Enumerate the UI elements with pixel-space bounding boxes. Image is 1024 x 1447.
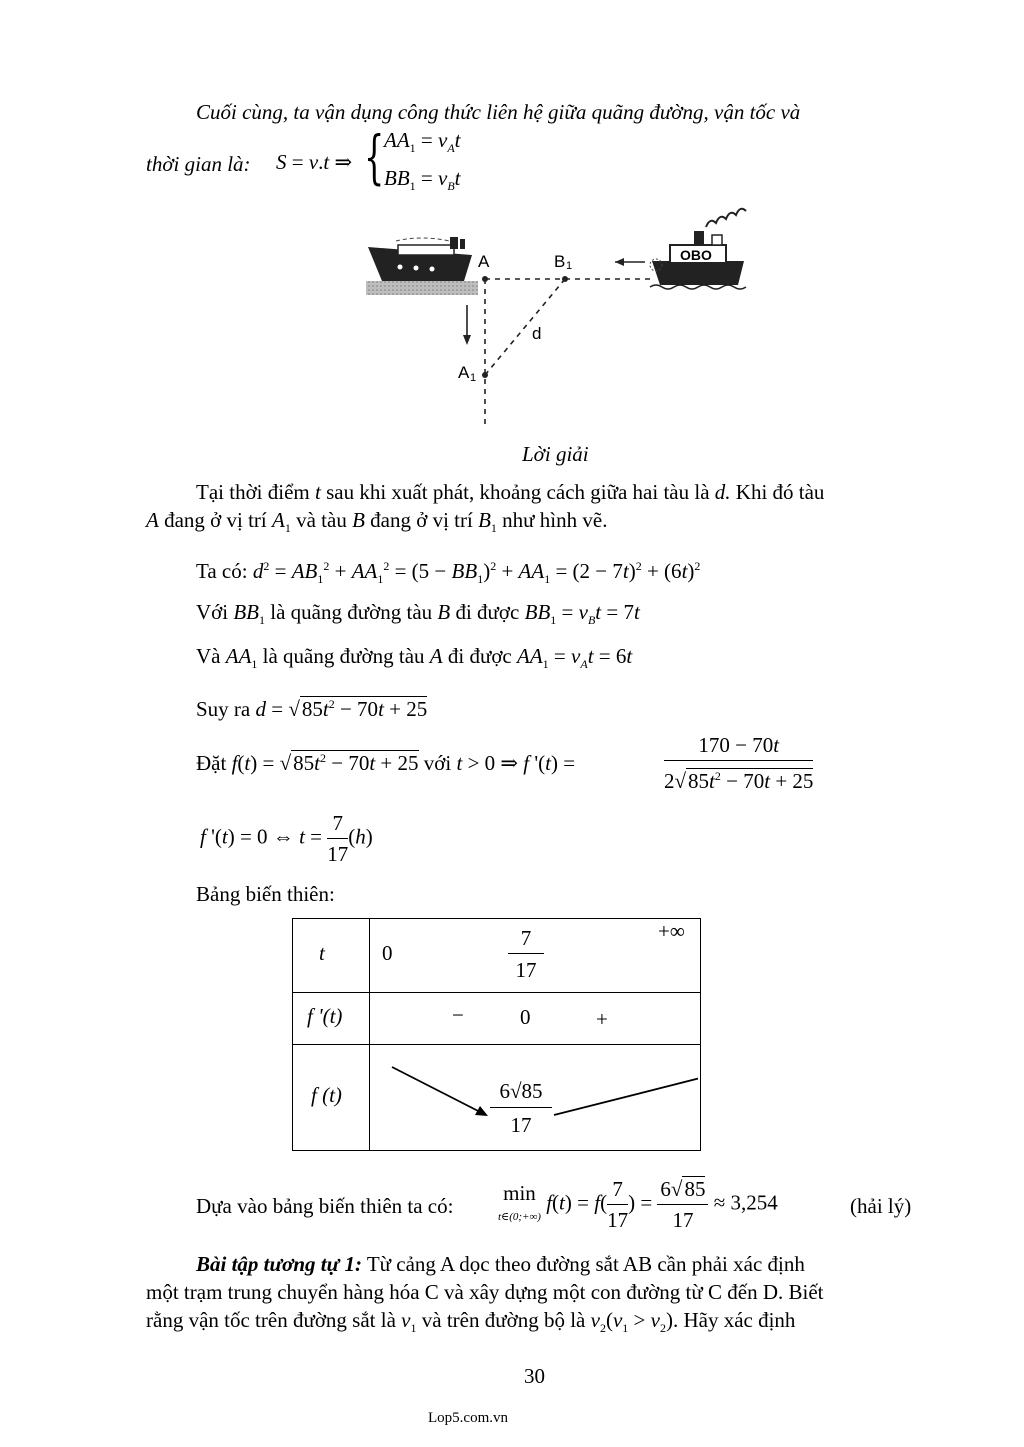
ship-a-icon <box>368 237 472 281</box>
decreasing-arrow <box>392 1067 486 1115</box>
distance-d-line <box>485 279 565 375</box>
unit-hai-ly: (hải lý) <box>850 1194 912 1218</box>
paragraph-1-line-1: Tại thời điểm t sau khi xuất phát, khoảng cách giữa hai tàu là d. Khi đó tàu <box>196 480 825 504</box>
conclusion-label: Dựa vào bảng biến thiên ta có: <box>196 1194 454 1218</box>
row-fprime-label: f '(t) <box>307 1004 343 1028</box>
row-fprime-label-cell <box>293 993 370 1045</box>
brace: { <box>364 123 385 191</box>
row-t-label-cell <box>293 919 370 993</box>
row-f-values <box>370 1045 701 1151</box>
critical-point-line: f '(t) = 0 ⇔ t = $\frac{7}{17}$ (h) <box>200 808 373 869</box>
label-b1-sub: 1 <box>566 260 573 272</box>
taco-line: Ta có: $d^2 = AB_1^2 + AA_1^2 = (5 - BB_1)^2 + AA_1 = (2 - 7t)^2 + (6t)^2$ <box>196 559 701 587</box>
suyra-line: Suy ra $d = √85t^2 - 70t + 25$ <box>196 697 428 721</box>
exercise-line-1: Bài tập tương tự 1: Từ cảng A dọc theo đường sắt AB cần phải xác định <box>196 1252 805 1276</box>
row-t-label: t <box>319 941 325 965</box>
t-infinity: +∞ <box>658 919 685 943</box>
dock <box>366 281 478 295</box>
page-number: 30 <box>524 1364 545 1388</box>
formula-bb1: $BB_1 = v_Bt$ <box>384 166 461 194</box>
label-d: d <box>532 324 542 343</box>
exercise-line-3: rằng vận tốc trên đường sắt là $v_1$ và trên đường bộ là $v_2(v_1 > v_2)$. Hãy xác định <box>146 1308 796 1336</box>
t-zero: 0 <box>382 941 393 965</box>
label-a: A <box>478 252 490 271</box>
t-critical: 7 17 <box>508 923 544 986</box>
sign-minus: − <box>452 1003 464 1027</box>
row-f-label: f (t) <box>311 1083 342 1107</box>
footer-site: Lop5.com.vn <box>428 1410 508 1426</box>
conclusion-formula: min t∈(0;+∞) f(t) = f( $\frac{7}{17}$ ) = $\frac{6√85}{17}$ ≈ 3,254 <box>498 1174 778 1235</box>
derivative-fraction: $\frac{170 - 70t}{2√85t^2 - 70t + 25}$ <box>664 730 813 796</box>
sign-zero: 0 <box>520 1005 531 1029</box>
exercise-line-2: một trạm trung chuyển hàng hóa C và xây dựng một con đường từ C đến D. Biết <box>146 1280 824 1304</box>
sign-plus: + <box>596 1007 608 1031</box>
paragraph-1-line-2: A đang ở vị trí $A_1$ và tàu B đang ở vị trí $B_1$ như hình vẽ. <box>146 508 608 536</box>
solution-title: Lời giải <box>522 442 589 466</box>
variation-table <box>292 918 701 1151</box>
va-line: Và $AA_1$ là quãng đường tàu A đi được $AA_1 = v_At = 6t$ <box>196 644 633 672</box>
row-f-label-cell <box>293 1045 370 1151</box>
formula-aa1: $AA_1 = v_At$ <box>384 128 461 156</box>
row-fprime-values <box>370 993 701 1045</box>
ship-b-label: OBO <box>680 247 712 263</box>
bbt-label: Bảng biến thiên: <box>196 882 335 906</box>
voi-line: Với $BB_1$ là quãng đường tàu B đi được $BB_1 = v_Bt = 7t$ <box>196 600 640 628</box>
boat-diagram <box>360 205 760 430</box>
label-a1: A <box>458 363 470 382</box>
label-a1-sub: 1 <box>470 372 477 384</box>
ship-b-icon <box>650 209 746 289</box>
intro-line-2: thời gian là: <box>146 152 251 176</box>
increasing-arrow <box>554 1069 698 1115</box>
row-t-values <box>370 919 701 993</box>
dat-line: Đặt $f(t) = √85t^2 - 70t + 25$ với t > 0 ⇒ f '(t) = <box>196 751 576 775</box>
formula-s-vt: S = v.t ⇒ <box>276 150 353 174</box>
label-b1: B <box>554 252 566 271</box>
intro-line-1: Cuối cùng, ta vận dụng công thức liên hệ giữa quãng đường, vận tốc và <box>196 100 801 124</box>
min-value: 6√85 17 <box>490 1075 552 1142</box>
